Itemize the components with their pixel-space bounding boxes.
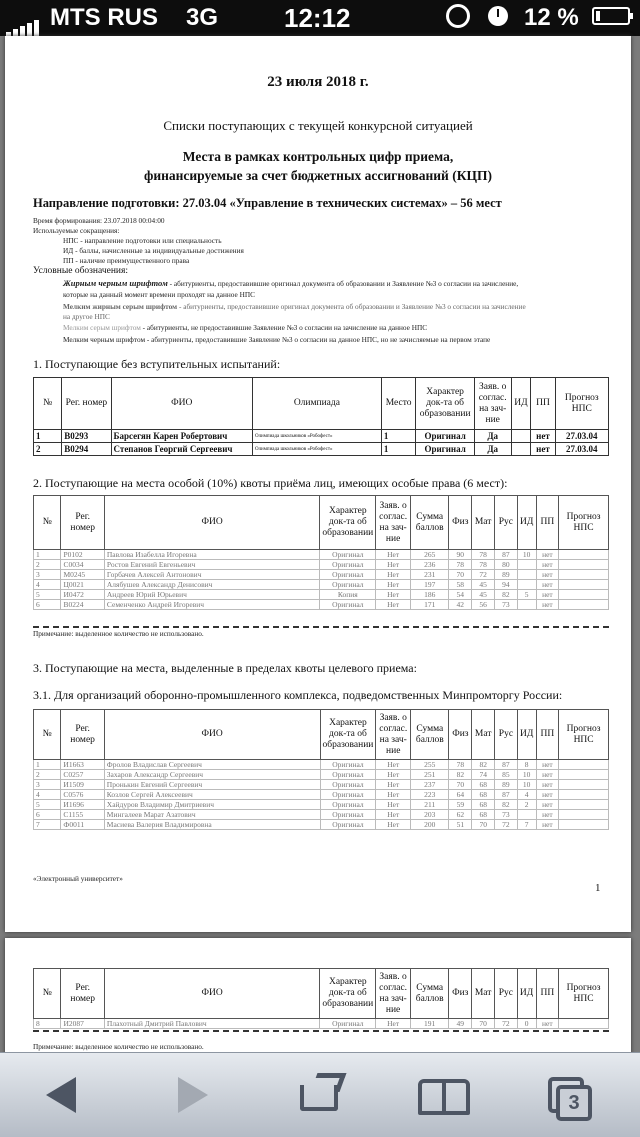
table-cell: 90	[449, 550, 472, 560]
table-cell	[517, 810, 536, 820]
table-cell: 7	[517, 820, 536, 830]
table-cell: Нет	[376, 600, 411, 610]
table-cell: 78	[449, 760, 472, 770]
table-no-exams	[33, 377, 609, 456]
table-row	[34, 820, 609, 830]
table-cell: Нет	[376, 550, 411, 560]
battery-percent: 12 %	[524, 4, 579, 31]
table-cell: 51	[449, 820, 472, 830]
table-cell: Ц0021	[61, 580, 104, 590]
legend-item-small-black: Мелким черным шрифтом - абитуриенты, предоставившие Заявление №3 о согласии на данное НПС, но не зачисляемые на первом этапе	[63, 335, 491, 344]
table-cell: 78	[449, 560, 472, 570]
table-cell: нет	[536, 1019, 559, 1029]
table-row	[34, 760, 609, 770]
document-title: Места в рамках контрольных цифр приема, финансируемые за счет бюджетных ассигнований (КЦП)	[143, 149, 492, 183]
table-cell: Масиева Валерия Владимировна	[104, 820, 320, 830]
table-cell: 68	[472, 810, 495, 820]
table-cell: нет	[536, 550, 559, 560]
table-cell	[559, 580, 609, 590]
table-row	[34, 790, 609, 800]
table-cell: 42	[449, 600, 472, 610]
table-cell: 8	[517, 760, 536, 770]
table-header-row: № Рег. номер ФИО Характер док-та об образовании Заяв. о соглас. на зач-ние Сумма баллов Физ Мат Рус ИД ПП Прогноз НПС	[34, 969, 609, 1019]
table-cell: 2	[517, 800, 536, 810]
table-cell: Оригинал	[320, 550, 376, 560]
table-cell	[559, 810, 609, 820]
table-cell: Оригинал	[320, 600, 376, 610]
table-cell: 89	[495, 780, 518, 790]
table-cell: 200	[411, 820, 449, 830]
table-cell	[559, 590, 609, 600]
table-cell: нет	[536, 580, 559, 590]
table-cell: И1509	[61, 780, 104, 790]
table-cell: 70	[449, 780, 472, 790]
table-cell: 191	[410, 1019, 448, 1029]
table-cell	[517, 600, 536, 610]
table-cell: Оригинал	[320, 570, 376, 580]
table-cell: 85	[495, 770, 518, 780]
table-cell: Мингалеев Марат Азатович	[104, 810, 320, 820]
table-cell: 197	[411, 580, 449, 590]
carrier-name: MTS RUS	[50, 4, 158, 31]
table-cell: 68	[472, 800, 495, 810]
table-cell: нет	[536, 760, 559, 770]
table-cell: Оригинал	[320, 780, 376, 790]
table-cell: И1663	[61, 760, 104, 770]
legend-item-small-bold-grey: Мелким жирным серым шрифтом - абитуриенты, предоставившие оригинал документа об образовании и Заявление №3 о согласии на зачисление	[63, 302, 526, 311]
table-cell: 8	[34, 1019, 61, 1029]
table-cell: 82	[449, 770, 472, 780]
table-cell: Оригинал	[320, 1019, 376, 1029]
table-cell	[559, 780, 609, 790]
tab-count: 3	[556, 1085, 592, 1121]
table-row	[34, 580, 609, 590]
table-target-quota	[33, 709, 609, 830]
table-cell: Пронькин Евгений Сергеевич	[104, 780, 320, 790]
table-cell: Нет	[376, 1019, 411, 1029]
table-cell	[559, 560, 609, 570]
alarm-icon	[488, 6, 508, 26]
table-cell: 82	[472, 760, 495, 770]
document-page-1	[5, 36, 631, 932]
table-cell: 59	[449, 800, 472, 810]
abbreviations-title: Используемые сокращения:	[33, 226, 120, 235]
back-button[interactable]	[24, 1063, 104, 1127]
abbreviation-item: НПС - направление подготовки или специальность	[63, 236, 222, 245]
table-cell: Хайдуров Владимир Дмитриевич	[104, 800, 320, 810]
table-cell	[559, 600, 609, 610]
table-cell: 3	[34, 780, 61, 790]
clock-time: 12:12	[284, 3, 351, 33]
table-cell: 236	[411, 560, 449, 570]
table-cell: 70	[472, 1019, 495, 1029]
table-cell: Р0102	[61, 550, 104, 560]
table-cell	[559, 770, 609, 780]
direction-heading: Направление подготовки: 27.03.04 «Управление в технических системах» – 56 мест	[33, 196, 502, 210]
table-note: Примечание: выделенное количество не использовано.	[33, 629, 204, 638]
table-cell: 70	[472, 820, 495, 830]
table-cell: Нет	[376, 790, 411, 800]
table-cell: 231	[411, 570, 449, 580]
table-cell: 2	[34, 770, 61, 780]
table-cell: 237	[411, 780, 449, 790]
abbreviation-item: ПП - наличие преимущественного права	[63, 256, 190, 265]
table-cell: 255	[411, 760, 449, 770]
battery-icon	[592, 7, 630, 25]
table-row	[34, 800, 609, 810]
table-header-row: № Рег. номер ФИО Олимпиада Место Характер док-та об образовании Заяв. о соглас. на зач-ние ИД ПП Прогноз НПС	[34, 378, 609, 430]
table-header-row: № Рег. номер ФИО Характер док-та об образовании Заяв. о соглас. на зач-ние Сумма баллов Физ Мат Рус ИД ПП Прогноз НПС	[34, 496, 609, 550]
table-cell: нет	[536, 780, 559, 790]
table-cell	[559, 550, 609, 560]
table-cell	[559, 760, 609, 770]
document-subtitle: Списки поступающих с текущей конкурсной ситуацией	[163, 118, 473, 133]
table-cell: С0576	[61, 790, 104, 800]
table-cell: Нет	[376, 760, 411, 770]
legend-item-small-grey: Мелким серым шрифтом - абитуриенты, не предоставившие Заявление №3 о согласии на зачисление на данное НПС	[63, 323, 428, 332]
table-cell: Нет	[376, 570, 411, 580]
table-row	[34, 770, 609, 780]
table-cell: нет	[536, 590, 559, 600]
document-date: 23 июля 2018 г.	[267, 74, 369, 90]
table-cell: 1	[34, 550, 61, 560]
table-cell: Андреев Юрий Юрьевич	[104, 590, 320, 600]
table-cell: 87	[495, 550, 518, 560]
table-cell: Оригинал	[320, 790, 376, 800]
table-special-quota	[33, 495, 609, 610]
table-cell: Копия	[320, 590, 376, 600]
table-end-divider	[33, 626, 609, 628]
table-cell: Козлов Сергей Алексеевич	[104, 790, 320, 800]
table-cell: 72	[495, 1019, 518, 1029]
tabs-button[interactable]	[530, 1063, 610, 1127]
table-cell: 5	[517, 590, 536, 600]
table-cell: Оригинал	[320, 820, 376, 830]
table-cell: Ростов Евгений Евгеньевич	[104, 560, 320, 570]
footer-text: «Электронный университет»	[33, 874, 123, 883]
table-cell: 223	[411, 790, 449, 800]
table-cell: Фролов Владислав Сергеевич	[104, 760, 320, 770]
table-cell: 186	[411, 590, 449, 600]
browser-toolbar	[0, 1052, 640, 1137]
table-cell: 6	[34, 600, 61, 610]
table-cell: 82	[495, 800, 518, 810]
table-cell: Нет	[376, 590, 411, 600]
table-cell: 68	[472, 780, 495, 790]
table-cell: 72	[495, 820, 518, 830]
table-cell: Нет	[376, 810, 411, 820]
table-cell	[559, 790, 609, 800]
table-cell: 54	[449, 590, 472, 600]
table-cell: Алябушев Александр Денисович	[104, 580, 320, 590]
table-cell: 0	[517, 1019, 536, 1029]
table-cell: М0245	[61, 570, 104, 580]
table-cell: нет	[536, 600, 559, 610]
table-end-divider	[33, 1030, 609, 1032]
table-cell: И2087	[61, 1019, 104, 1029]
table-cell: 7	[34, 820, 61, 830]
table-cell: И0472	[61, 590, 104, 600]
legend-item-small-bold-grey-cont: на другое НПС	[63, 312, 110, 321]
table-cell: Нет	[376, 820, 411, 830]
table-cell: нет	[536, 770, 559, 780]
table-row	[34, 590, 609, 600]
table-cell: 56	[472, 600, 495, 610]
table-cell: 4	[517, 790, 536, 800]
table-target-quota-continued	[33, 968, 609, 1029]
table-cell: 72	[472, 570, 495, 580]
table-cell	[517, 570, 536, 580]
table-header-row: № Рег. номер ФИО Характер док-та об образовании Заяв. о соглас. на зач-ние Сумма баллов Физ Мат Рус ИД ПП Прогноз НПС	[34, 710, 609, 760]
table-cell: 74	[472, 770, 495, 780]
table-cell: 89	[495, 570, 518, 580]
table-cell: Оригинал	[320, 800, 376, 810]
table-cell: нет	[536, 820, 559, 830]
table-row: 1 В0293 Барсегян Карен Робертович Олимпиада школьников «Робофест» 1 Оригинал Да нет 27.03.04	[34, 430, 609, 443]
section-3-1-heading: 3.1. Для организаций оборонно-промышленного комплекса, подведомственных Минпромторгу России:	[33, 688, 563, 702]
section-3-heading: 3. Поступающие на места, выделенные в пределах квоты целевого приема:	[33, 661, 417, 675]
table-cell: 5	[34, 590, 61, 600]
table-cell: Оригинал	[320, 580, 376, 590]
table-cell: Нет	[376, 770, 411, 780]
table-cell: 80	[495, 560, 518, 570]
table-cell: 45	[472, 590, 495, 600]
table-cell: 78	[472, 560, 495, 570]
table-cell: нет	[536, 800, 559, 810]
formed-time: Время формирования: 23.07.2018 00:04:00	[33, 216, 165, 225]
table-cell: 203	[411, 810, 449, 820]
table-cell: 87	[495, 790, 518, 800]
table-row: 2 В0294 Степанов Георгий Сергеевич Олимпиада школьников «Робофест» 1 Оригинал Да нет 27.03.04	[34, 443, 609, 456]
table-cell	[559, 800, 609, 810]
page-number: 1	[595, 882, 601, 894]
table-cell: 62	[449, 810, 472, 820]
table-cell: 265	[411, 550, 449, 560]
bookmarks-button[interactable]	[404, 1063, 484, 1127]
table-cell: нет	[536, 810, 559, 820]
table-cell	[559, 570, 609, 580]
signal-icon	[6, 10, 41, 38]
section-2-heading: 2. Поступающие на места особой (10%) квоты приёма лиц, имеющих особые права (6 мест):	[33, 476, 508, 490]
table-cell: 10	[517, 770, 536, 780]
share-button[interactable]	[280, 1063, 360, 1127]
table-cell: 78	[472, 550, 495, 560]
abbreviation-item: ИД - баллы, начисленные за индивидуальные достижения	[63, 246, 244, 255]
table-cell: 171	[411, 600, 449, 610]
table-cell: 45	[472, 580, 495, 590]
table-cell: Нет	[376, 560, 411, 570]
table-cell: Оригинал	[320, 560, 376, 570]
table-row	[34, 570, 609, 580]
table-cell: 10	[517, 550, 536, 560]
table-cell: нет	[536, 790, 559, 800]
table-cell: нет	[536, 570, 559, 580]
table-cell: Плахотный Дмитрий Павлович	[104, 1019, 319, 1029]
table-cell: Захаров Александр Сергеевич	[104, 770, 320, 780]
table-cell: В0224	[61, 600, 104, 610]
table-cell	[559, 820, 609, 830]
legend-title: Условные обозначения:	[33, 266, 129, 276]
table-cell: 58	[449, 580, 472, 590]
table-cell: 211	[411, 800, 449, 810]
table-cell: 4	[34, 580, 61, 590]
table-cell	[517, 560, 536, 570]
table-cell: Нет	[376, 800, 411, 810]
table-cell: 2	[34, 560, 61, 570]
table-cell: 68	[472, 790, 495, 800]
table-cell: С0257	[61, 770, 104, 780]
table-cell: 4	[34, 790, 61, 800]
table-cell: 87	[495, 760, 518, 770]
document-page-2	[5, 938, 631, 1060]
table-row	[34, 1019, 609, 1029]
table-cell: 1	[34, 760, 61, 770]
table-cell: Павлова Изабелла Игоревна	[104, 550, 320, 560]
legend-item-bold-black-cont: которые на данный момент времени проходят на данное НПС	[63, 290, 256, 299]
table-row	[34, 600, 609, 610]
table-cell: 6	[34, 810, 61, 820]
table-cell: И1696	[61, 800, 104, 810]
table-cell: Оригинал	[320, 770, 376, 780]
table-cell: 251	[411, 770, 449, 780]
table-cell	[517, 580, 536, 590]
table-cell: 73	[495, 810, 518, 820]
table-cell: Нет	[376, 780, 411, 790]
table-cell: 73	[495, 600, 518, 610]
table-cell	[559, 1019, 609, 1029]
legend-item-bold-black: Жирным черным шрифтом - абитуриенты, предоставившие оригинал документа об образовании и Заявление №3 о согласии на зачисление,	[63, 278, 519, 288]
table-cell: 64	[449, 790, 472, 800]
table-cell: 94	[495, 580, 518, 590]
table-row	[34, 550, 609, 560]
forward-button[interactable]	[150, 1063, 230, 1127]
table-cell: Ф0011	[61, 820, 104, 830]
table-cell: Оригинал	[320, 760, 376, 770]
table-cell: Семенченко Андрей Игоревич	[104, 600, 320, 610]
table-cell: 3	[34, 570, 61, 580]
table-cell: 49	[449, 1019, 472, 1029]
table-note: Примечание: выделенное количество не использовано.	[33, 1042, 204, 1051]
table-cell: нет	[536, 560, 559, 570]
table-row	[34, 780, 609, 790]
status-bar	[0, 0, 640, 36]
table-row	[34, 810, 609, 820]
table-cell: 5	[34, 800, 61, 810]
table-cell: С1155	[61, 810, 104, 820]
table-cell: Горбачев Алексей Антонович	[104, 570, 320, 580]
table-cell: 70	[449, 570, 472, 580]
network-type: 3G	[186, 4, 219, 31]
table-cell: С0034	[61, 560, 104, 570]
section-1-heading: 1. Поступающие без вступительных испытаний:	[33, 357, 281, 371]
table-row	[34, 560, 609, 570]
table-cell: Нет	[376, 580, 411, 590]
table-cell: 82	[495, 590, 518, 600]
table-cell: 10	[517, 780, 536, 790]
table-cell: Оригинал	[320, 810, 376, 820]
rotation-lock-icon	[446, 4, 470, 28]
